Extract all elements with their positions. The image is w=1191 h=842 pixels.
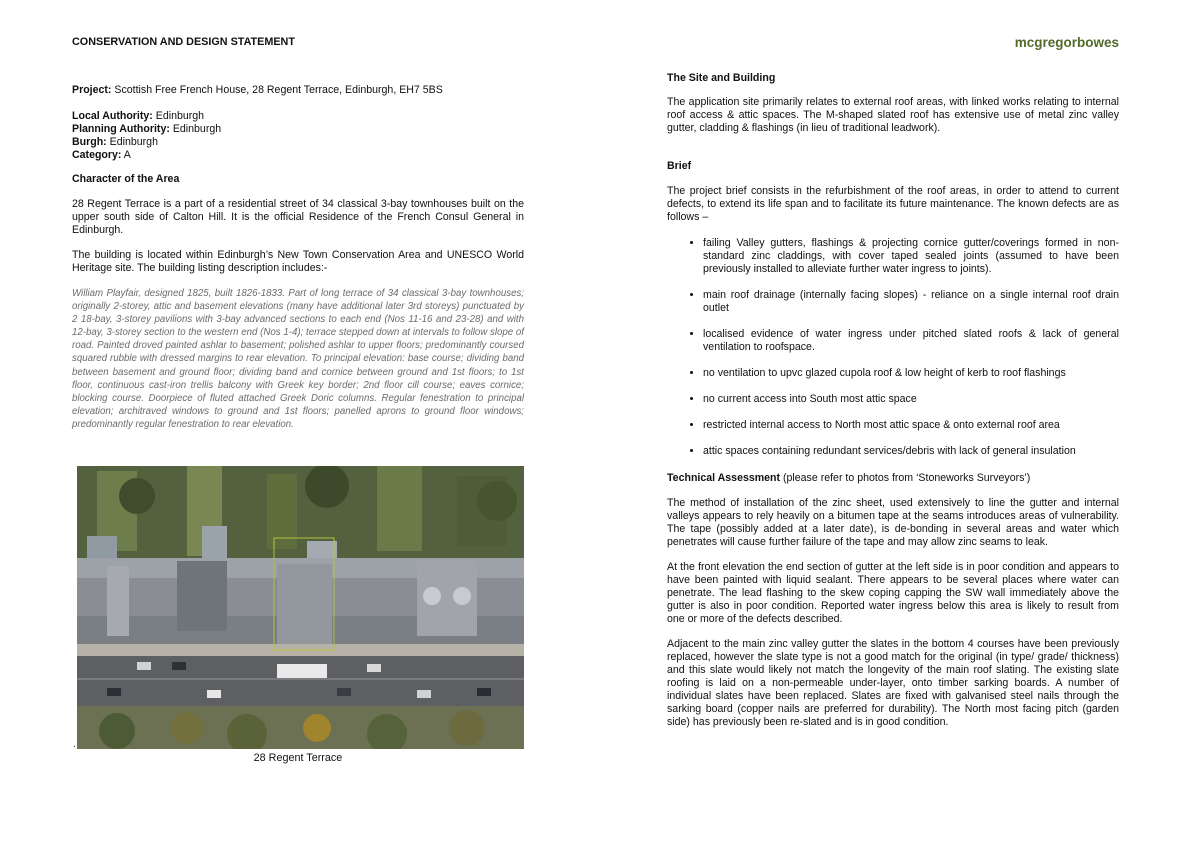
- character-paragraph-1: 28 Regent Terrace is a part of a residential street of 34 classical 3-bay townhouses built on the upper south side of Calton Hill. It is the official Residence of the French Consul General in Edinburgh.: [72, 198, 524, 236]
- photo-caption: 28 Regent Terrace: [253, 752, 343, 764]
- list-item: • no current access into South most attic space: [703, 393, 1119, 406]
- technical-paragraph-2: At the front elevation the end section of gutter at the left side is in poor condition and appears to have been painted with liquid sealant. There appears to be several places where water can penetrate. The lead flashing to the skew coping capping the SW wall immediately above the gutter is also in poor condition. Reported water ingress below this area is likely to result from one or more of the defects described.: [667, 561, 1119, 625]
- planning-authority-line: [72, 123, 524, 136]
- character-paragraph-2: The building is located within Edinburgh’s New Town Conservation Area and UNESCO World Heritage site. The building listing description includes:-: [72, 249, 524, 274]
- list-item: • attic spaces containing redundant services/debris with lack of general insulation: [703, 445, 1119, 458]
- technical-heading: Technical Assessment: [667, 472, 781, 484]
- brief-heading: Brief: [667, 160, 692, 172]
- burgh-line: [72, 136, 524, 149]
- left-column: [72, 36, 524, 431]
- list-item: • restricted internal access to North most attic space & onto external roof area: [703, 419, 1119, 432]
- burgh-label: Burgh:: [72, 136, 107, 148]
- planning-authority-value: Edinburgh: [169, 123, 222, 135]
- category-label: Category:: [72, 149, 122, 161]
- planning-authority-label: Planning Authority:: [72, 123, 170, 135]
- brief-intro: The project brief consists in the refurbishment of the roof areas, in order to attend to current defects, to extend its life span and to facilitate its future maintenance. The known defects are as follows –: [667, 185, 1119, 223]
- listing-description: William Playfair, designed 1825, built 1826-1833. Part of long terrace of 34 classical 3-bay townhouses; originally 2-storey, attic and basement elevations (many have additional later 3rd storeys) punctuated by 2 18-bay, 3-storey pavilions with 3-bay advanced sections to each end (Nos 11-16 and 23-28) and with 12-bay, 3-storey section to the western end (Nos 1-4); terrace stepped down at intervals to follow slope of road. Painted droved painted ashlar to basement; polished ashlar to upper floors; predominantly coursed squared rubble with dressed margins to rear elevation. To principal elevation: base course; dividing band between basement and ground floor; dividing band and cornice between ground and 1st floors; to 1st floor, continuous cast-iron trellis balcony with Greek key border; 2nd floor cill course; eaves cornice; blocking course. Doorpiece of fluted attached Greek Doric columns. Regular fenestration to principal elevation; architraved windows to ground and 1st floors; panelled aprons to ground floor windows; predominantly regular fenestration to rear elevation.: [72, 288, 524, 430]
- local-authority-label: Local Authority:: [72, 110, 153, 122]
- local-authority-line: [72, 110, 524, 123]
- brand-logo-text: mcgregorbowes: [1014, 35, 1119, 50]
- project-value: Scottish Free French House, 28 Regent Terrace, Edinburgh, EH7 5BS: [111, 84, 443, 96]
- list-item: • main roof drainage (internally facing slopes) - reliance on a single internal roof drain outlet: [703, 289, 1119, 315]
- defects-list: [667, 237, 1119, 458]
- list-item: • failing Valley gutters, flashings & projecting cornice gutter/coverings formed in non-standard zinc claddings, with cover taped sealed joints (assumed to have been previously installed to alleviate further water ingress to joints).: [703, 237, 1119, 276]
- technical-heading-line: [667, 472, 1119, 485]
- document-title: CONSERVATION AND DESIGN STATEMENT: [72, 36, 295, 48]
- photo-marker: .: [73, 739, 76, 750]
- list-item: • no ventilation to upvc glazed cupola roof & low height of kerb to roof flashings: [703, 367, 1119, 380]
- aerial-photo: [77, 466, 524, 749]
- project-label: Project:: [72, 84, 112, 96]
- technical-paragraph-1: The method of installation of the zinc sheet, used extensively to line the gutter and internal valleys appears to rely heavily on a bitumen tape at the seams introduces areas of vulnerability. The tape (possibly added at a later date), is de-bonding in several areas and water which penetrates will cause further failure of the tape and may allow zinc seams to leak.: [667, 497, 1119, 548]
- technical-paragraph-3: Adjacent to the main zinc valley gutter the slates in the bottom 4 courses have been previously replaced, however the slate type is not a good match for the original (in type/ grade/ thickness) and this slate would likely not match the longevity of the main roof slating. The existing slate roofing is laid on a non-permeable under-layer, onto timber sarking boards. A number of individual slates have been replaced. Slates are fixed with galvanised steel nails through the sarking board (copper nails are preferred for durability). The North most facing pitch (garden side) has previously been re-slated and is in good condition.: [667, 638, 1119, 728]
- right-column: [667, 72, 1119, 729]
- category-line: [72, 149, 524, 162]
- category-value: A: [121, 149, 131, 161]
- character-heading: Character of the Area: [72, 173, 180, 185]
- local-authority-value: Edinburgh: [152, 110, 205, 122]
- site-heading: The Site and Building: [667, 72, 776, 84]
- burgh-value: Edinburgh: [106, 136, 158, 148]
- technical-heading-note: (please refer to photos from ‘Stoneworks Surveyors’): [780, 472, 1031, 484]
- list-item: • localised evidence of water ingress under pitched slated roofs & lack of general ventilation to roofspace.: [703, 328, 1119, 354]
- project-line: [72, 84, 524, 97]
- authority-block: [72, 110, 524, 162]
- site-paragraph: The application site primarily relates to external roof areas, with linked works relating to internal roof access & attic spaces. The M-shaped slated roof has extensive use of metal zinc valley gutter, cladding & flashings (in lieu of traditional leadwork).: [667, 96, 1119, 134]
